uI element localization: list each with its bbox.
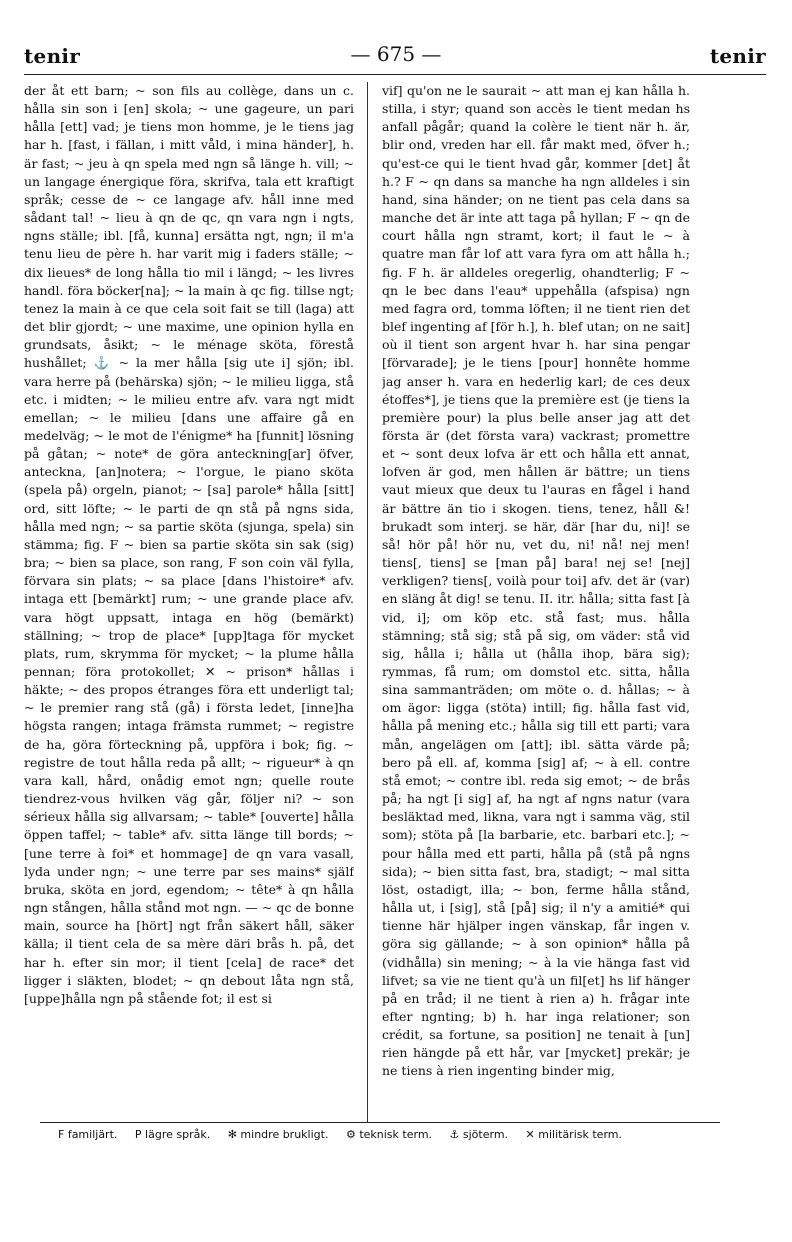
header-rule	[24, 74, 766, 75]
footer-rule	[40, 1122, 720, 1123]
legend-nautical: ⚓ sjöterm.	[449, 1128, 509, 1141]
page-header	[0, 38, 792, 78]
page-number: — 675 —	[350, 42, 442, 66]
legend-military: ✕ militärisk term.	[525, 1128, 622, 1141]
abbreviation-legend	[58, 1128, 636, 1141]
headword-right: tenir	[709, 44, 766, 68]
left-column	[24, 82, 354, 1112]
legend-technical: ⚙ teknisk term.	[345, 1128, 433, 1141]
left-column-text: der åt ett barn; ~ son fils au collège, dans un c. hålla sin son i [en] skola; ~ une gageure, un pari hålla [ett] vad; je tiens mon homme, je le tiens jag har h. [fast, i fällan, i mitt våld, i mina händer], h. är fast; ~ jeu à qn spela med ngn så länge h. vill; ~ un langage énergique föra, skrifva, tala ett kraftigt språk; cesse de ~ ce langage afv. håll inne med sådant tal! ~ lieu à qn de qc, qn vara ngn i ngts, ngns ställe; ibl. [få, kunna] ersätta ngt, ngn; il m'a tenu lieu de père h. har varit mig i faders ställe; ~ dix lieues* de long hålla tio mil i längd; ~ les livres handl. föra böcker[na]; ~ la main à qc fig. tillse ngt; tenez la main à ce que cela soit fait se till (laga) att det blir gjordt; ~ une maxime, une opinion hylla en grundsats, åsikt; ~ le ménage sköta, förestå hushållet; ⚓ ~ la mer hålla [sig ute i] sjön; ibl. vara herre på (behärska) sjön; ~ le milieu ligga, stå etc. i midten; ~ le milieu entre afv. vara ngt midt emellan; ~ le milieu [dans une affaire gå en medelväg; ~ le mot de l'énigme* ha [funnit] lösning på gåtan; ~ note* de göra anteckning[ar] öfver, anteckna, [an]notera; ~ l'orgue, le piano sköta (spela på) orgeln, pianot; ~ [sa] parole* hålla [sitt] ord, sitt löfte; ~ le parti de qn stå på ngns sida, hålla med ngn; ~ sa partie sköta (sjunga, spela) sin stämma; fig. F ~ bien sa partie sköta sin sak (sig) bra; ~ bien sa place, son rang, F son coin väl fylla, förvara sin plats; ~ sa place [dans l'histoire* afv. intaga ett [bemärkt] rum; ~ une grande place afv. vara högt uppsatt, intaga en hög (bemärkt) ställning; ~ trop de place* [upp]taga för mycket plats, rum, skrymma för mycket; ~ la plume hålla pennan; föra protokollet; ✕ ~ prison* hållas i häkte; ~ des propos étranges föra ett underligt tal; ~ le premier rang stå (gå) i första ledet, [inne]ha högsta rangen; intaga främsta rummet; ~ registre de ha, göra förteckning på, uppföra i bok; fig. ~ registre de tout hålla reda på allt; ~ rigueur* à qn vara kall, hård, onådig emot ngn; quelle route tiendrez-vous hvilken väg går, följer ni? ~ son sérieux hålla sig allvarsam; ~ table* [ouverte] hålla öppen taffel; ~ table* afv. sitta länge till bords; ~ [une terre à foi* et hommage] de qn vara vasall, lyda under ngn; ~ une terre par ses mains* själf bruka, sköta en jord, egendom; ~ tête* à qn hålla ngn stången, hålla stånd mot ngn. — ~ qc de bonne main, source ha [hört] ngt från säkert håll, säker källa; il tient cela de sa mère däri brås h. på, det har h. efter sin mor; il tient [cela] de race* det ligger i släkten, blodet; ~ qn debout låta ngn stå, [uppe]hålla ngn på stående fot; il est si	[24, 83, 354, 1006]
legend-lower: P lägre språk.	[134, 1128, 211, 1141]
column-divider	[367, 82, 368, 1122]
headword-left: tenir	[24, 44, 81, 68]
right-column	[382, 82, 690, 1112]
legend-rare: ✻ mindre brukligt.	[227, 1128, 329, 1141]
right-column-text: vif] qu'on ne le saurait ~ att man ej kan hålla h. stilla, i styr; quand son accès le tient medan hs anfall pågår; quand la colère le tient när h. är, blir ond, vreden har ell. får makt med, öfver h.; qu'est-ce qui le tient hvad går, kommer [det] åt h.? F ~ qn dans sa manche ha ngn alldeles i sin hand, sina händer; on ne tient pas cela dans sa manche det är inte att taga på hyllan; F ~ qn de court hålla ngn stramt, kort; il faut le ~ à quatre man får lof att vara fyra om att hålla h.; fig. F h. är alldeles oregerlig, ohandterlig; F ~ qn le bec dans l'eau* uppehålla (afspisa) ngn med fagra ord, tomma löften; il ne tient rien det blef ingenting af [för h.], h. blef utan; on ne sait] où il tient son argent hvar h. har sina pengar [förvarade]; je le tiens [pour] honnête homme jag anser h. vara en hederlig karl; de ces deux étoffes*], je tiens que la première est (je tiens la première pour) la plus belle anser jag att det första är (det första vara) vackrast; promettre et ~ sont deux lofva är ett och hålla ett annat, lofven är god, men hållen är bättre; un tiens vaut mieux que deux tu l'auras en fågel i hand är bättre än tio i skogen. tiens, tenez, håll &! brukadt som interj. se här, där [har du, ni]! se så! hör på! hör nu, vet du, ni! nå! nej men! tiens[, tiens] se [man på] bara! nej se! [nej] verkligen? tiens[, voilà pour toi] afv. det är (var) en släng åt dig! se tenu. II. itr. hålla; sitta fast [à vid, i]; om köp etc. stå fast; mus. hålla stämning; stå sig; stå på sig, om väder: stå vid sig, hålla i; hålla ut (hålla ihop, bära sig); rymmas, få rum; om domstol etc. sitta, hålla sina sammanträden; om möte o. d. hållas; ~ à om ägor: ligga (stöta) intill; fig. hålla fast vid, hålla på mening etc.; hålla sig till ett parti; vara mån, angelägen om [att]; ibl. sätta värde på; bero på ell. af, komma [sig] af; ~ à ell. contre stå emot; ~ contre ibl. reda sig emot; ~ de brås på; ha ngt [i sig] af, ha ngt af ngns natur (vara besläktad med, likna, vara ngt i samma väg, stil som); stöta på [la barbarie, etc. barbari etc.]; ~ pour hålla med ett parti, hålla på (stå på ngns sida); ~ bien sitta fast, bra, stadigt; ~ mal sitta löst, ostadigt, illa; ~ bon, ferme hålla stånd, hålla ut, i [sig], stå [på] sig; il n'y a amitié* qui tienne här hjälper ingen vänskap, får ingen v. göra sig gällande; ~ à son opinion* hålla på (vidhålla) sin mening; ~ à la vie hänga fast vid lifvet; sa vie ne tient qu'à un fil[et] hs lif hänger på en tråd; il ne tient à rien a) h. frågar inte efter ngnting; b) h. har inga relationer; son crédit, sa fortune, sa position] ne tenait à [un] rien hängde på ett hår, var [mycket] prekär; je ne tiens à rien ingenting binder mig,	[382, 83, 690, 1079]
legend-familiar: F familjärt.	[58, 1128, 118, 1141]
